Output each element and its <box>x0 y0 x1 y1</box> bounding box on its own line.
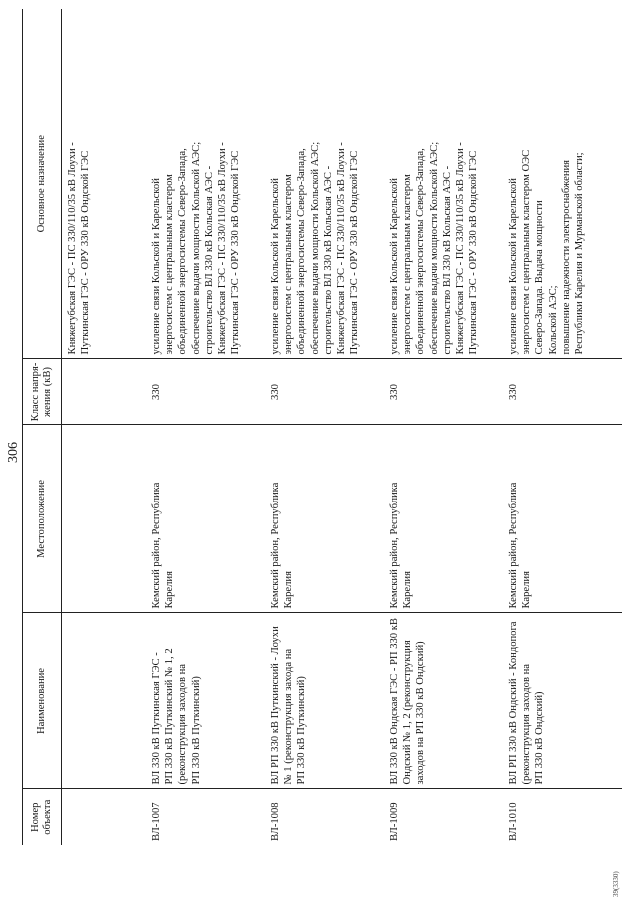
object-voltage: 330 <box>146 359 265 425</box>
object-code: ВЛ-1007 <box>151 802 162 841</box>
object-voltage: 330 <box>265 359 384 425</box>
object-location: Кемский район, Республика Карелия <box>146 425 265 613</box>
object-code: ВЛ-1008 <box>270 802 281 841</box>
object-code: ВЛ-1010 <box>508 802 519 841</box>
header-purpose: Основное назначение <box>23 9 62 359</box>
object-name: ВЛ 330 кВ Путкинская ГЭС - РП 330 кВ Путкинский № 1, 2 (реконструкция заходов на РП 330 кВ Путкинский) <box>146 613 265 789</box>
object-purpose: усиление связи Кольской и Карельской энергосистем с центральным кластером ОЭС Северо-Запада. Выдача мощности Кольской АЭС; повышение надежности электроснабжения Республики Карелия и Мурманской области; <box>503 9 622 359</box>
header-voltage: Класс напря- жения (кВ) <box>23 359 62 425</box>
object-location: Кемский район, Республика Карелия <box>503 425 622 613</box>
object-voltage: 330 <box>384 359 503 425</box>
object-name: ВЛ РП 330 кВ Ондский - Кондопога (реконструкция заходов на РП 330 кВ Ондский) <box>503 613 622 789</box>
objects-table <box>22 9 622 845</box>
header-name: Наименование <box>23 613 62 789</box>
object-purpose: усиление связи Кольской и Карельской энергосистем с центральным кластером объединенной энергосистемы Северо-Запада, обеспечение выдачи мощности Кольской АЭС; строительство ВЛ 330 кВ Кольская АЭС - Княжегубская ГЭС - ПС 330/110/35 кВ Лоухи - Путкинская ГЭС - ОРУ 330 кВ Ондской ГЭС <box>146 9 265 359</box>
carryover-cell-empty <box>62 613 147 789</box>
footer-document-code: 39(3330) <box>612 871 620 897</box>
table-row <box>265 9 384 845</box>
object-voltage: 330 <box>503 359 622 425</box>
object-location: Кемский район, Республика Карелия <box>265 425 384 613</box>
header-number: Номер объекта <box>23 789 62 845</box>
table-row-carryover <box>62 9 147 845</box>
object-name: ВЛ РП 330 кВ Путкинский - Лоухи № 1 (реконструкция захода на РП 330 кВ Путкинский) <box>265 613 384 789</box>
table-row <box>384 9 503 845</box>
carryover-cell-empty <box>62 359 147 425</box>
object-purpose: усиление связи Кольской и Карельской энергосистем с центральным кластером объединенной энергосистемы Северо-Запада, обеспечение выдачи мощности Кольской АЭС; строительство ВЛ 330 кВ Кольская АЭС - Княжегубская ГЭС - ПС 330/110/35 кВ Лоухи - Путкинская ГЭС - ОРУ 330 кВ Ондской ГЭС <box>265 9 384 359</box>
carryover-cell-empty <box>62 425 147 613</box>
object-location: Кемский район, Республика Карелия <box>384 425 503 613</box>
table-header-row <box>23 9 62 845</box>
object-purpose: усиление связи Кольской и Карельской энергосистем с центральным кластером объединенной энергосистемы Северо-Запада, обеспечение выдачи мощности Кольской АЭС; строительство ВЛ 330 кВ Кольская АЭС - Княжегубская ГЭС - ПС 330/110/35 кВ Лоухи - Путкинская ГЭС - ОРУ 330 кВ Ондской ГЭС <box>384 9 503 359</box>
object-name: ВЛ 330 кВ Ондская ГЭС - РП 330 кВ Ондский № 1, 2 (реконструкция заходов на РП 330 кВ Ондский) <box>384 613 503 789</box>
object-code: ВЛ-1009 <box>389 802 400 841</box>
carryover-cell-empty <box>62 789 147 845</box>
table-row <box>503 9 622 845</box>
carryover-purpose: Княжегубская ГЭС - ПС 330/110/35 кВ Лоухи - Путкинская ГЭС - ОРУ 330 кВ Ондской ГЭС <box>62 9 147 359</box>
page-number: 306 <box>6 442 21 463</box>
header-location: Местоположение <box>23 425 62 613</box>
table-row <box>146 9 265 845</box>
